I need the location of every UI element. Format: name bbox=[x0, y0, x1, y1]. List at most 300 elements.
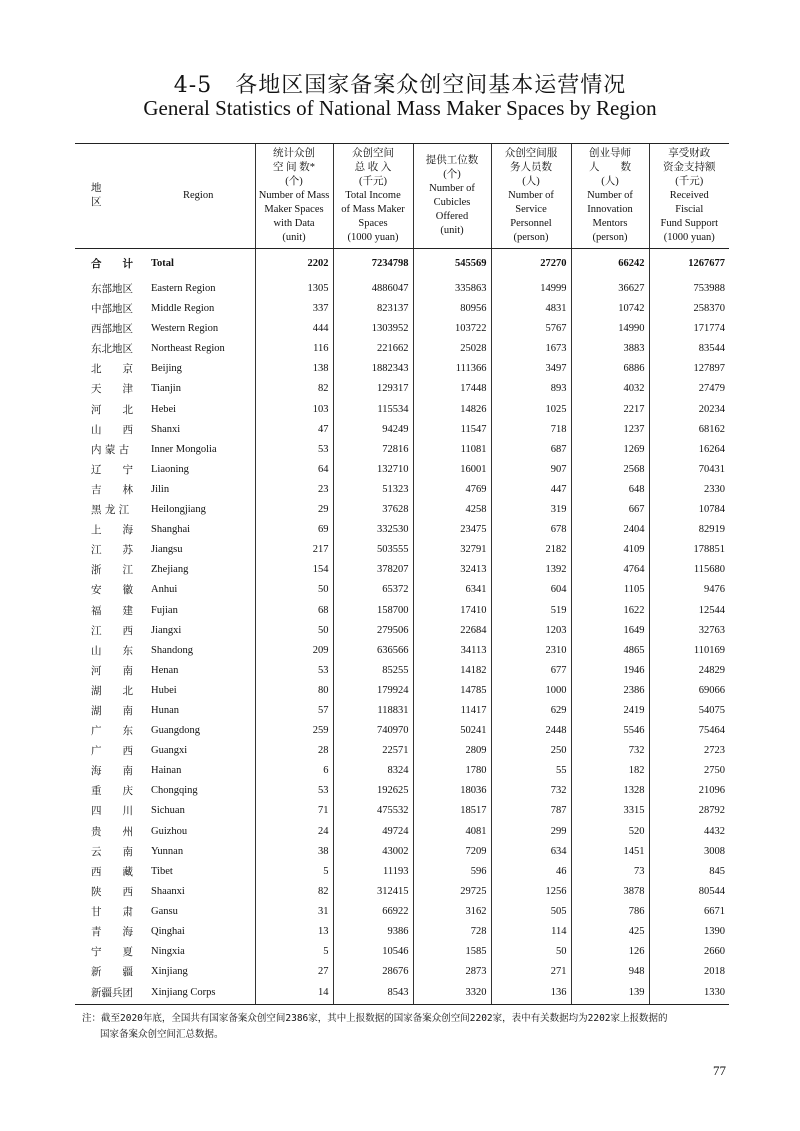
table-cell-value: 1025 bbox=[491, 400, 571, 420]
table-cell-value: 505 bbox=[491, 902, 571, 922]
table-row bbox=[75, 540, 729, 560]
table-cell-value: 127897 bbox=[649, 359, 729, 379]
table-cell-value: 2202 bbox=[255, 249, 333, 280]
table-cell-value: 110169 bbox=[649, 641, 729, 661]
table-cell-value: 138 bbox=[255, 359, 333, 379]
table-cell-value: 43002 bbox=[333, 842, 413, 862]
footnote-line-1: 注：截至2020年底，全国共有国家备案众创空间2386家，其中上报数据的国家备案众创空间2202家，表中有关数据均为2202家上报数据的 bbox=[82, 1013, 668, 1024]
table-row bbox=[75, 249, 729, 280]
table-cell-value: 115534 bbox=[333, 400, 413, 420]
table-cell-value: 36627 bbox=[571, 279, 649, 299]
region-name-en: Shanxi bbox=[151, 423, 181, 435]
table-row bbox=[75, 621, 729, 641]
table-row bbox=[75, 339, 729, 359]
table-cell-value: 154 bbox=[255, 560, 333, 580]
table-cell-value: 1390 bbox=[649, 922, 729, 942]
header-region-zh: 地区 bbox=[75, 144, 147, 249]
table-cell-value: 728 bbox=[413, 922, 491, 942]
header-col-cubicles: 提供工位数 (个) Number of Cubicles Offered (unit) bbox=[413, 144, 491, 249]
table-cell-value: 648 bbox=[571, 480, 649, 500]
table-cell-value: 82919 bbox=[649, 520, 729, 540]
table-cell-value: 28792 bbox=[649, 801, 729, 821]
table-cell-value: 17410 bbox=[413, 601, 491, 621]
table-cell-value: 4886047 bbox=[333, 279, 413, 299]
table-cell-value: 68162 bbox=[649, 420, 729, 440]
table-cell-value: 444 bbox=[255, 319, 333, 339]
table-cell-value: 14990 bbox=[571, 319, 649, 339]
table-cell-value: 54075 bbox=[649, 701, 729, 721]
region-name-en: Chongqing bbox=[151, 785, 198, 797]
table-cell-value: 4865 bbox=[571, 641, 649, 661]
region-name-en: Fujian bbox=[151, 604, 178, 616]
table-cell-value: 6671 bbox=[649, 902, 729, 922]
table-cell-value: 24 bbox=[255, 822, 333, 842]
region-name-en: Qinghai bbox=[151, 926, 185, 937]
table-cell-value: 6 bbox=[255, 761, 333, 781]
table-cell-value: 10742 bbox=[571, 299, 649, 319]
header-region-en: Region bbox=[147, 144, 255, 249]
region-name-en: Guangxi bbox=[151, 745, 188, 757]
table-cell-value: 6341 bbox=[413, 580, 491, 600]
table-row bbox=[75, 761, 729, 781]
table-cell-value: 66922 bbox=[333, 902, 413, 922]
table-cell-value: 70431 bbox=[649, 460, 729, 480]
region-name-zh: 东部地区 bbox=[91, 283, 133, 295]
table-row bbox=[75, 902, 729, 922]
table-cell-value: 732 bbox=[491, 781, 571, 801]
table-cell-value: 636566 bbox=[333, 641, 413, 661]
region-name-zh: 吉 林 bbox=[91, 483, 133, 496]
table-cell-value: 312415 bbox=[333, 882, 413, 902]
table-cell-value: 114 bbox=[491, 922, 571, 942]
table-cell-value: 72816 bbox=[333, 440, 413, 460]
table-cell-value: 425 bbox=[571, 922, 649, 942]
table-cell-value: 2018 bbox=[649, 962, 729, 982]
table-cell-value: 2182 bbox=[491, 540, 571, 560]
table-cell-value: 271 bbox=[491, 962, 571, 982]
region-name-zh: 河 南 bbox=[91, 664, 133, 677]
table-cell-value: 2386 bbox=[571, 681, 649, 701]
table-cell-value: 3008 bbox=[649, 842, 729, 862]
table-cell-value: 250 bbox=[491, 741, 571, 761]
table-cell-value: 221662 bbox=[333, 339, 413, 359]
table-cell-value: 28 bbox=[255, 741, 333, 761]
table-row bbox=[75, 822, 729, 842]
region-name-zh: 黑 龙 江 bbox=[91, 504, 130, 517]
region-name-zh: 中部地区 bbox=[91, 303, 133, 316]
table-cell-value: 18036 bbox=[413, 781, 491, 801]
region-name-zh: 上 海 bbox=[91, 524, 133, 537]
region-name-en: Guangdong bbox=[151, 725, 200, 737]
region-name-en: Shanghai bbox=[151, 524, 191, 536]
table-cell-value: 4831 bbox=[491, 299, 571, 319]
table-row bbox=[75, 882, 729, 902]
table-cell-value: 16264 bbox=[649, 440, 729, 460]
table-cell-value: 629 bbox=[491, 701, 571, 721]
table-cell-value: 3878 bbox=[571, 882, 649, 902]
table-cell-value: 10784 bbox=[649, 500, 729, 520]
table-cell-value: 217 bbox=[255, 540, 333, 560]
table-cell-value: 94249 bbox=[333, 420, 413, 440]
region-name-en: Shandong bbox=[151, 644, 193, 656]
table-cell-value: 31 bbox=[255, 902, 333, 922]
page-number: 77 bbox=[713, 1063, 726, 1078]
table-cell-value: 57 bbox=[255, 701, 333, 721]
table-cell-value: 332530 bbox=[333, 520, 413, 540]
table-cell-value: 103 bbox=[255, 400, 333, 420]
table-cell-value: 1328 bbox=[571, 781, 649, 801]
region-name-en: Xinjiang Corps bbox=[147, 982, 255, 1005]
table-cell-value: 2310 bbox=[491, 641, 571, 661]
table-cell-value: 111366 bbox=[413, 359, 491, 379]
table-cell-value: 82 bbox=[255, 379, 333, 399]
table-cell-value: 1267677 bbox=[649, 249, 729, 280]
table-row bbox=[75, 741, 729, 761]
table-cell-value: 9386 bbox=[333, 922, 413, 942]
region-name-zh: 西部地区 bbox=[91, 323, 133, 336]
region-name-en: Hubei bbox=[151, 684, 177, 696]
statistics-table bbox=[75, 143, 729, 1005]
table-cell-value: 2330 bbox=[649, 480, 729, 500]
region-name-en: Eastern Region bbox=[151, 283, 216, 294]
table-row bbox=[75, 440, 729, 460]
table-cell-value: 596 bbox=[413, 862, 491, 882]
table-cell-value: 718 bbox=[491, 420, 571, 440]
region-name-en: Jiangsu bbox=[151, 544, 183, 556]
table-cell-value: 136 bbox=[491, 982, 571, 1005]
header-col-service-personnel: 众创空间服 务人员数 (人) Number of Service Personnel (person) bbox=[491, 144, 571, 249]
table-cell-value: 192625 bbox=[333, 781, 413, 801]
table-cell-value: 20234 bbox=[649, 400, 729, 420]
table-cell-value: 34113 bbox=[413, 641, 491, 661]
table-row bbox=[75, 842, 729, 862]
table-cell-value: 2660 bbox=[649, 942, 729, 962]
table-row bbox=[75, 520, 729, 540]
region-name-zh: 新 疆 bbox=[91, 966, 133, 979]
table-cell-value: 258370 bbox=[649, 299, 729, 319]
table-row bbox=[75, 500, 729, 520]
table-cell-value: 53 bbox=[255, 440, 333, 460]
table-cell-value: 1882343 bbox=[333, 359, 413, 379]
region-name-zh: 北 京 bbox=[91, 363, 133, 376]
table-cell-value: 1330 bbox=[649, 982, 729, 1005]
table-cell-value: 116 bbox=[255, 339, 333, 359]
table-cell-value: 1780 bbox=[413, 761, 491, 781]
table-cell-value: 32791 bbox=[413, 540, 491, 560]
region-name-zh: 合 计 bbox=[91, 258, 133, 270]
table-row bbox=[75, 661, 729, 681]
region-name-zh: 广 西 bbox=[91, 745, 133, 758]
table-cell-value: 519 bbox=[491, 601, 571, 621]
table-cell-value: 6886 bbox=[571, 359, 649, 379]
table-cell-value: 3497 bbox=[491, 359, 571, 379]
table-cell-value: 9476 bbox=[649, 580, 729, 600]
table-cell-value: 115680 bbox=[649, 560, 729, 580]
table-cell-value: 3162 bbox=[413, 902, 491, 922]
table-row bbox=[75, 922, 729, 942]
table-cell-value: 50 bbox=[491, 942, 571, 962]
region-name-en: Anhui bbox=[151, 584, 178, 596]
region-name-zh: 宁 夏 bbox=[91, 946, 133, 959]
region-name-zh: 辽 宁 bbox=[91, 463, 133, 476]
table-cell-value: 38 bbox=[255, 842, 333, 862]
table-cell-value: 32763 bbox=[649, 621, 729, 641]
table-cell-value: 2419 bbox=[571, 701, 649, 721]
table-row bbox=[75, 721, 729, 741]
table-cell-value: 73 bbox=[571, 862, 649, 882]
table-cell-value: 2809 bbox=[413, 741, 491, 761]
table-cell-value: 5546 bbox=[571, 721, 649, 741]
region-name-zh: 广 东 bbox=[91, 725, 133, 738]
table-cell-value: 50 bbox=[255, 621, 333, 641]
region-name-zh: 重 庆 bbox=[91, 785, 133, 798]
table-cell-value: 24829 bbox=[649, 661, 729, 681]
table-cell-value: 447 bbox=[491, 480, 571, 500]
table-cell-value: 1203 bbox=[491, 621, 571, 641]
table-cell-value: 23475 bbox=[413, 520, 491, 540]
table-cell-value: 80 bbox=[255, 681, 333, 701]
region-name-zh: 贵 州 bbox=[91, 825, 133, 838]
table-cell-value: 893 bbox=[491, 379, 571, 399]
table-cell-value: 5 bbox=[255, 862, 333, 882]
region-name-en: Sichuan bbox=[151, 805, 185, 817]
table-cell-value: 21096 bbox=[649, 781, 729, 801]
table-cell-value: 1585 bbox=[413, 942, 491, 962]
region-name-zh: 福 建 bbox=[91, 604, 133, 617]
table-cell-value: 1673 bbox=[491, 339, 571, 359]
region-name-zh: 陕 西 bbox=[91, 885, 133, 898]
table-cell-value: 22684 bbox=[413, 621, 491, 641]
table-cell-value: 11081 bbox=[413, 440, 491, 460]
table-cell-value: 787 bbox=[491, 801, 571, 821]
table-cell-value: 687 bbox=[491, 440, 571, 460]
table-cell-value: 50 bbox=[255, 580, 333, 600]
table-cell-value: 171774 bbox=[649, 319, 729, 339]
table-cell-value: 209 bbox=[255, 641, 333, 661]
table-cell-value: 27270 bbox=[491, 249, 571, 280]
table-cell-value: 378207 bbox=[333, 560, 413, 580]
region-name-en: Northeast Region bbox=[151, 343, 225, 355]
table-cell-value: 126 bbox=[571, 942, 649, 962]
table-cell-value: 29 bbox=[255, 500, 333, 520]
table-row bbox=[75, 299, 729, 319]
region-name-zh: 内 蒙 古 bbox=[91, 443, 130, 456]
region-name-en: Liaoning bbox=[151, 463, 189, 475]
table-header bbox=[75, 144, 729, 249]
table-row bbox=[75, 460, 729, 480]
table-cell-value: 13 bbox=[255, 922, 333, 942]
statistics-table-container bbox=[75, 143, 729, 1005]
region-name-zh: 海 南 bbox=[91, 765, 133, 778]
table-cell-value: 4081 bbox=[413, 822, 491, 842]
region-name-en: Gansu bbox=[151, 905, 178, 917]
table-cell-value: 51323 bbox=[333, 480, 413, 500]
region-name-zh: 安 徽 bbox=[91, 584, 133, 597]
table-cell-value: 4258 bbox=[413, 500, 491, 520]
region-name-en: Jilin bbox=[151, 483, 170, 495]
table-cell-value: 53 bbox=[255, 661, 333, 681]
table-cell-value: 2873 bbox=[413, 962, 491, 982]
region-name-zh: 天 津 bbox=[91, 383, 133, 396]
table-cell-value: 4032 bbox=[571, 379, 649, 399]
table-cell-value: 337 bbox=[255, 299, 333, 319]
table-cell-value: 319 bbox=[491, 500, 571, 520]
region-name-en: Shaanxi bbox=[151, 885, 185, 897]
region-name-zh: 东北地区 bbox=[91, 343, 133, 356]
table-cell-value: 3315 bbox=[571, 801, 649, 821]
region-name-en: Hebei bbox=[151, 403, 177, 415]
table-cell-value: 2448 bbox=[491, 721, 571, 741]
region-name-en: Western Region bbox=[151, 323, 219, 335]
region-name-zh: 浙 江 bbox=[91, 564, 133, 577]
region-name-zh: 湖 南 bbox=[91, 704, 133, 717]
table-cell-value: 678 bbox=[491, 520, 571, 540]
table-cell-value: 2568 bbox=[571, 460, 649, 480]
table-row bbox=[75, 400, 729, 420]
region-name-zh: 江 苏 bbox=[91, 544, 133, 557]
table-row bbox=[75, 480, 729, 500]
table-cell-value: 2404 bbox=[571, 520, 649, 540]
table-cell-value: 8324 bbox=[333, 761, 413, 781]
table-title-en: General Statistics of National Mass Maker Spaces by Region bbox=[143, 96, 657, 120]
table-cell-value: 335863 bbox=[413, 279, 491, 299]
table-cell-value: 83544 bbox=[649, 339, 729, 359]
table-cell-value: 27 bbox=[255, 962, 333, 982]
table-row bbox=[75, 801, 729, 821]
table-cell-value: 1105 bbox=[571, 580, 649, 600]
region-name-en: Hainan bbox=[151, 765, 182, 777]
table-row bbox=[75, 862, 729, 882]
table-cell-value: 182 bbox=[571, 761, 649, 781]
table-cell-value: 65372 bbox=[333, 580, 413, 600]
table-cell-value: 103722 bbox=[413, 319, 491, 339]
table-cell-value: 139 bbox=[571, 982, 649, 1005]
region-name-en: Total bbox=[151, 258, 174, 269]
table-cell-value: 27479 bbox=[649, 379, 729, 399]
table-cell-value: 29725 bbox=[413, 882, 491, 902]
header-col-maker-spaces: 统计众创 空 间 数* (个) Number of Mass Maker Spaces with Data (unit) bbox=[255, 144, 333, 249]
table-cell-value: 68 bbox=[255, 601, 333, 621]
table-cell-value: 18517 bbox=[413, 801, 491, 821]
region-name-en: Ningxia bbox=[151, 946, 185, 958]
table-cell-value: 667 bbox=[571, 500, 649, 520]
table-cell-value: 845 bbox=[649, 862, 729, 882]
table-cell-value: 17448 bbox=[413, 379, 491, 399]
table-row bbox=[75, 279, 729, 299]
table-row bbox=[75, 420, 729, 440]
table-cell-value: 677 bbox=[491, 661, 571, 681]
table-cell-value: 37628 bbox=[333, 500, 413, 520]
table-row bbox=[75, 781, 729, 801]
table-cell-value: 2217 bbox=[571, 400, 649, 420]
table-row bbox=[75, 580, 729, 600]
region-name-zh: 江 西 bbox=[91, 624, 133, 637]
table-cell-value: 1392 bbox=[491, 560, 571, 580]
table-cell-value: 4109 bbox=[571, 540, 649, 560]
table-cell-value: 604 bbox=[491, 580, 571, 600]
table-cell-value: 178851 bbox=[649, 540, 729, 560]
header-col-fiscal-support: 享受财政 资金支持额 (千元) Received Fiscial Fund Support (1000 yuan) bbox=[649, 144, 729, 249]
table-cell-value: 634 bbox=[491, 842, 571, 862]
table-cell-value: 47 bbox=[255, 420, 333, 440]
table-cell-value: 50241 bbox=[413, 721, 491, 741]
table-cell-value: 3883 bbox=[571, 339, 649, 359]
table-cell-value: 118831 bbox=[333, 701, 413, 721]
table-cell-value: 23 bbox=[255, 480, 333, 500]
region-name-en: Heilongjiang bbox=[151, 504, 206, 516]
table-row bbox=[75, 701, 729, 721]
table-cell-value: 4432 bbox=[649, 822, 729, 842]
table-cell-value: 5 bbox=[255, 942, 333, 962]
region-name-en: Tianjin bbox=[151, 383, 181, 395]
table-cell-value: 1256 bbox=[491, 882, 571, 902]
table-cell-value: 786 bbox=[571, 902, 649, 922]
region-name-zh: 甘 肃 bbox=[91, 905, 133, 918]
table-cell-value: 1237 bbox=[571, 420, 649, 440]
table-cell-value: 14826 bbox=[413, 400, 491, 420]
table-row bbox=[75, 962, 729, 982]
table-cell-value: 259 bbox=[255, 721, 333, 741]
table-cell-value: 740970 bbox=[333, 721, 413, 741]
table-title-zh: 4-5 各地区国家备案众创空间基本运营情况 bbox=[173, 73, 627, 98]
region-name-en: Guizhou bbox=[151, 825, 188, 837]
table-cell-value: 503555 bbox=[333, 540, 413, 560]
table-cell-value: 3320 bbox=[413, 982, 491, 1005]
region-name-zh: 山 东 bbox=[91, 644, 133, 657]
table-cell-value: 64 bbox=[255, 460, 333, 480]
table-cell-value: 46 bbox=[491, 862, 571, 882]
table-cell-value: 25028 bbox=[413, 339, 491, 359]
table-cell-value: 11417 bbox=[413, 701, 491, 721]
table-cell-value: 11193 bbox=[333, 862, 413, 882]
table-cell-value: 5767 bbox=[491, 319, 571, 339]
table-cell-value: 2750 bbox=[649, 761, 729, 781]
table-cell-value: 10546 bbox=[333, 942, 413, 962]
table-cell-value: 12544 bbox=[649, 601, 729, 621]
table-cell-value: 948 bbox=[571, 962, 649, 982]
region-name-en: Jiangxi bbox=[151, 624, 182, 636]
table-cell-value: 4769 bbox=[413, 480, 491, 500]
table-cell-value: 55 bbox=[491, 761, 571, 781]
footnote-line-2: 国家备案众创空间汇总数据。 bbox=[100, 1029, 224, 1040]
region-name-en: Yunnan bbox=[151, 845, 184, 857]
table-cell-value: 4764 bbox=[571, 560, 649, 580]
region-name-zh: 河 北 bbox=[91, 403, 133, 416]
table-cell-value: 1946 bbox=[571, 661, 649, 681]
table-cell-value: 545569 bbox=[413, 249, 491, 280]
region-name-zh: 湖 北 bbox=[91, 684, 133, 697]
region-name-zh: 云 南 bbox=[91, 845, 133, 858]
table-cell-value: 279506 bbox=[333, 621, 413, 641]
table-cell-value: 299 bbox=[491, 822, 571, 842]
table-cell-value: 7209 bbox=[413, 842, 491, 862]
table-row bbox=[75, 641, 729, 661]
region-name-en: Tibet bbox=[151, 865, 173, 877]
table-cell-value: 28676 bbox=[333, 962, 413, 982]
table-cell-value: 823137 bbox=[333, 299, 413, 319]
table-cell-value: 82 bbox=[255, 882, 333, 902]
header-col-total-income: 众创空间 总 收 入 (千元) Total Income of Mass Maker Spaces (1000 yuan) bbox=[333, 144, 413, 249]
table-cell-value: 475532 bbox=[333, 801, 413, 821]
region-name-en: Henan bbox=[151, 664, 179, 676]
table-cell-value: 1269 bbox=[571, 440, 649, 460]
table-cell-value: 158700 bbox=[333, 601, 413, 621]
table-cell-value: 7234798 bbox=[333, 249, 413, 280]
table-row bbox=[75, 982, 729, 1005]
table-cell-value: 132710 bbox=[333, 460, 413, 480]
table-cell-value: 16001 bbox=[413, 460, 491, 480]
table-row bbox=[75, 601, 729, 621]
